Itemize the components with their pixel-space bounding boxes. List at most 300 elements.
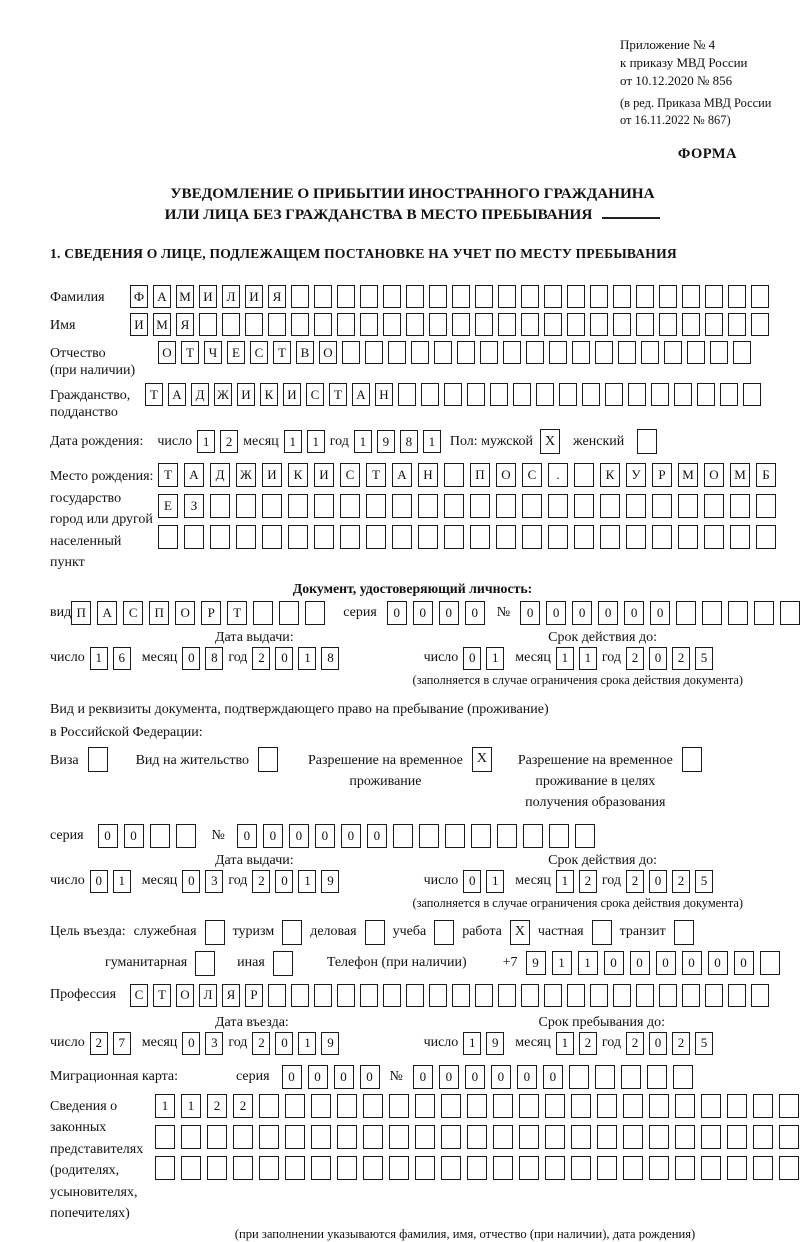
- char-cell[interactable]: Н: [375, 383, 393, 406]
- char-cell[interactable]: [751, 285, 769, 308]
- char-cell[interactable]: 1: [298, 870, 316, 893]
- char-cell[interactable]: 0: [237, 824, 257, 848]
- char-cell[interactable]: [705, 313, 723, 336]
- char-cell[interactable]: 0: [308, 1065, 328, 1089]
- char-cell[interactable]: [636, 285, 654, 308]
- char-cell[interactable]: 6: [113, 647, 131, 670]
- char-cell[interactable]: 2: [252, 870, 270, 893]
- char-cell[interactable]: Е: [227, 341, 245, 364]
- char-cell[interactable]: [659, 285, 677, 308]
- char-cell[interactable]: 1: [552, 951, 572, 975]
- char-cell[interactable]: [155, 1125, 175, 1149]
- char-cell[interactable]: 0: [682, 951, 702, 975]
- char-cell[interactable]: 2: [672, 647, 690, 670]
- char-cell[interactable]: [571, 1156, 591, 1180]
- char-cell[interactable]: [210, 494, 230, 518]
- char-cell[interactable]: З: [184, 494, 204, 518]
- char-cell[interactable]: [521, 313, 539, 336]
- char-cell[interactable]: [291, 313, 309, 336]
- char-cell[interactable]: 1: [113, 870, 131, 893]
- char-cell[interactable]: [623, 1125, 643, 1149]
- purpose-private-checkbox[interactable]: [592, 920, 612, 945]
- char-cell[interactable]: [457, 341, 475, 364]
- char-cell[interactable]: [497, 824, 517, 848]
- char-cell[interactable]: 8: [400, 430, 418, 453]
- char-cell[interactable]: 2: [220, 430, 238, 453]
- char-cell[interactable]: [503, 341, 521, 364]
- char-cell[interactable]: [475, 313, 493, 336]
- char-cell[interactable]: Б: [756, 463, 776, 487]
- purpose-humanitarian-checkbox[interactable]: [195, 951, 215, 976]
- char-cell[interactable]: 2: [579, 870, 597, 893]
- char-cell[interactable]: [626, 525, 646, 549]
- char-cell[interactable]: [340, 525, 360, 549]
- char-cell[interactable]: 1: [307, 430, 325, 453]
- char-cell[interactable]: 1: [556, 647, 574, 670]
- char-cell[interactable]: [383, 285, 401, 308]
- char-cell[interactable]: [366, 494, 386, 518]
- char-cell[interactable]: 0: [439, 1065, 459, 1089]
- char-cell[interactable]: 0: [543, 1065, 563, 1089]
- char-cell[interactable]: [704, 494, 724, 518]
- char-cell[interactable]: 8: [321, 647, 339, 670]
- char-cell[interactable]: 1: [197, 430, 215, 453]
- char-cell[interactable]: [779, 1125, 799, 1149]
- char-cell[interactable]: [490, 383, 508, 406]
- char-cell[interactable]: [753, 1125, 773, 1149]
- char-cell[interactable]: [549, 341, 567, 364]
- char-cell[interactable]: 2: [626, 647, 644, 670]
- char-cell[interactable]: 0: [263, 824, 283, 848]
- char-cell[interactable]: [389, 1156, 409, 1180]
- char-cell[interactable]: 9: [486, 1032, 504, 1055]
- char-cell[interactable]: [305, 601, 325, 625]
- char-cell[interactable]: [441, 1094, 461, 1118]
- char-cell[interactable]: 0: [275, 870, 293, 893]
- char-cell[interactable]: [743, 383, 761, 406]
- char-cell[interactable]: [674, 383, 692, 406]
- char-cell[interactable]: [728, 984, 746, 1007]
- char-cell[interactable]: 0: [360, 1065, 380, 1089]
- char-cell[interactable]: [687, 341, 705, 364]
- char-cell[interactable]: [314, 984, 332, 1007]
- char-cell[interactable]: [236, 525, 256, 549]
- char-cell[interactable]: [285, 1125, 305, 1149]
- char-cell[interactable]: [659, 984, 677, 1007]
- char-cell[interactable]: [363, 1156, 383, 1180]
- char-cell[interactable]: А: [153, 285, 171, 308]
- char-cell[interactable]: [730, 525, 750, 549]
- char-cell[interactable]: [702, 601, 722, 625]
- char-cell[interactable]: 2: [626, 870, 644, 893]
- char-cell[interactable]: [419, 824, 439, 848]
- char-cell[interactable]: 0: [413, 601, 433, 625]
- sex-female-checkbox[interactable]: [637, 429, 657, 454]
- char-cell[interactable]: [597, 1156, 617, 1180]
- char-cell[interactable]: О: [496, 463, 516, 487]
- char-cell[interactable]: [621, 1065, 641, 1089]
- char-cell[interactable]: 5: [695, 1032, 713, 1055]
- char-cell[interactable]: [753, 1156, 773, 1180]
- purpose-other-checkbox[interactable]: [273, 951, 293, 976]
- char-cell[interactable]: 0: [656, 951, 676, 975]
- char-cell[interactable]: [415, 1094, 435, 1118]
- char-cell[interactable]: [207, 1156, 227, 1180]
- char-cell[interactable]: [519, 1094, 539, 1118]
- char-cell[interactable]: [779, 1094, 799, 1118]
- char-cell[interactable]: 0: [341, 824, 361, 848]
- char-cell[interactable]: [575, 824, 595, 848]
- char-cell[interactable]: 2: [252, 647, 270, 670]
- char-cell[interactable]: И: [237, 383, 255, 406]
- char-cell[interactable]: 5: [695, 647, 713, 670]
- char-cell[interactable]: 0: [604, 951, 624, 975]
- char-cell[interactable]: 0: [275, 1032, 293, 1055]
- char-cell[interactable]: 0: [517, 1065, 537, 1089]
- purpose-study-checkbox[interactable]: [434, 920, 454, 945]
- char-cell[interactable]: [493, 1094, 513, 1118]
- char-cell[interactable]: [262, 494, 282, 518]
- char-cell[interactable]: [467, 383, 485, 406]
- option-temp-residence-checkbox[interactable]: X: [472, 747, 492, 772]
- char-cell[interactable]: [682, 313, 700, 336]
- char-cell[interactable]: [337, 1125, 357, 1149]
- char-cell[interactable]: [207, 1125, 227, 1149]
- char-cell[interactable]: 9: [526, 951, 546, 975]
- char-cell[interactable]: [393, 824, 413, 848]
- char-cell[interactable]: [363, 1125, 383, 1149]
- char-cell[interactable]: [676, 601, 696, 625]
- char-cell[interactable]: [181, 1125, 201, 1149]
- char-cell[interactable]: [285, 1156, 305, 1180]
- char-cell[interactable]: 8: [205, 647, 223, 670]
- char-cell[interactable]: 0: [124, 824, 144, 848]
- char-cell[interactable]: Я: [268, 285, 286, 308]
- char-cell[interactable]: [545, 1125, 565, 1149]
- char-cell[interactable]: [337, 285, 355, 308]
- char-cell[interactable]: [467, 1125, 487, 1149]
- char-cell[interactable]: Т: [158, 463, 178, 487]
- char-cell[interactable]: [429, 285, 447, 308]
- char-cell[interactable]: [245, 313, 263, 336]
- char-cell[interactable]: [754, 601, 774, 625]
- char-cell[interactable]: [406, 313, 424, 336]
- char-cell[interactable]: О: [158, 341, 176, 364]
- char-cell[interactable]: 0: [734, 951, 754, 975]
- char-cell[interactable]: 2: [626, 1032, 644, 1055]
- char-cell[interactable]: [569, 1065, 589, 1089]
- char-cell[interactable]: И: [199, 285, 217, 308]
- char-cell[interactable]: М: [730, 463, 750, 487]
- char-cell[interactable]: [727, 1156, 747, 1180]
- char-cell[interactable]: 0: [649, 647, 667, 670]
- char-cell[interactable]: 0: [463, 647, 481, 670]
- char-cell[interactable]: [291, 285, 309, 308]
- purpose-tourism-checkbox[interactable]: [282, 920, 302, 945]
- char-cell[interactable]: [181, 1156, 201, 1180]
- char-cell[interactable]: М: [678, 463, 698, 487]
- char-cell[interactable]: Ж: [214, 383, 232, 406]
- char-cell[interactable]: И: [245, 285, 263, 308]
- char-cell[interactable]: [678, 494, 698, 518]
- char-cell[interactable]: [311, 1094, 331, 1118]
- char-cell[interactable]: [259, 1125, 279, 1149]
- char-cell[interactable]: [429, 313, 447, 336]
- char-cell[interactable]: [155, 1156, 175, 1180]
- char-cell[interactable]: [756, 525, 776, 549]
- char-cell[interactable]: Ж: [236, 463, 256, 487]
- char-cell[interactable]: [571, 1125, 591, 1149]
- char-cell[interactable]: [150, 824, 170, 848]
- char-cell[interactable]: [720, 383, 738, 406]
- char-cell[interactable]: Д: [191, 383, 209, 406]
- char-cell[interactable]: И: [262, 463, 282, 487]
- char-cell[interactable]: [544, 313, 562, 336]
- char-cell[interactable]: 2: [207, 1094, 227, 1118]
- char-cell[interactable]: [523, 824, 543, 848]
- char-cell[interactable]: [613, 313, 631, 336]
- char-cell[interactable]: [521, 984, 539, 1007]
- char-cell[interactable]: [470, 494, 490, 518]
- char-cell[interactable]: О: [319, 341, 337, 364]
- char-cell[interactable]: [342, 341, 360, 364]
- char-cell[interactable]: 1: [423, 430, 441, 453]
- char-cell[interactable]: [392, 525, 412, 549]
- char-cell[interactable]: М: [176, 285, 194, 308]
- char-cell[interactable]: [340, 494, 360, 518]
- char-cell[interactable]: [363, 1094, 383, 1118]
- char-cell[interactable]: 1: [298, 647, 316, 670]
- char-cell[interactable]: [388, 341, 406, 364]
- char-cell[interactable]: [751, 313, 769, 336]
- char-cell[interactable]: [434, 341, 452, 364]
- char-cell[interactable]: 0: [465, 1065, 485, 1089]
- purpose-transit-checkbox[interactable]: [674, 920, 694, 945]
- char-cell[interactable]: [519, 1125, 539, 1149]
- char-cell[interactable]: 0: [649, 1032, 667, 1055]
- char-cell[interactable]: О: [175, 601, 195, 625]
- char-cell[interactable]: 2: [672, 870, 690, 893]
- char-cell[interactable]: [548, 494, 568, 518]
- char-cell[interactable]: [682, 984, 700, 1007]
- char-cell[interactable]: [452, 285, 470, 308]
- char-cell[interactable]: [493, 1125, 513, 1149]
- char-cell[interactable]: [389, 1094, 409, 1118]
- char-cell[interactable]: 2: [233, 1094, 253, 1118]
- char-cell[interactable]: 0: [649, 870, 667, 893]
- char-cell[interactable]: [678, 525, 698, 549]
- char-cell[interactable]: [652, 525, 672, 549]
- char-cell[interactable]: Н: [418, 463, 438, 487]
- char-cell[interactable]: А: [184, 463, 204, 487]
- char-cell[interactable]: [600, 525, 620, 549]
- char-cell[interactable]: [429, 984, 447, 1007]
- char-cell[interactable]: 1: [284, 430, 302, 453]
- char-cell[interactable]: 9: [377, 430, 395, 453]
- char-cell[interactable]: [467, 1094, 487, 1118]
- char-cell[interactable]: П: [149, 601, 169, 625]
- char-cell[interactable]: [184, 525, 204, 549]
- char-cell[interactable]: .: [548, 463, 568, 487]
- char-cell[interactable]: [574, 525, 594, 549]
- char-cell[interactable]: [415, 1125, 435, 1149]
- char-cell[interactable]: 0: [491, 1065, 511, 1089]
- char-cell[interactable]: [705, 285, 723, 308]
- char-cell[interactable]: [549, 824, 569, 848]
- char-cell[interactable]: А: [392, 463, 412, 487]
- char-cell[interactable]: [649, 1094, 669, 1118]
- char-cell[interactable]: [649, 1156, 669, 1180]
- char-cell[interactable]: 0: [90, 870, 108, 893]
- char-cell[interactable]: [641, 341, 659, 364]
- char-cell[interactable]: [597, 1125, 617, 1149]
- char-cell[interactable]: [659, 313, 677, 336]
- char-cell[interactable]: [222, 313, 240, 336]
- char-cell[interactable]: [337, 1094, 357, 1118]
- char-cell[interactable]: [727, 1094, 747, 1118]
- char-cell[interactable]: 1: [90, 647, 108, 670]
- char-cell[interactable]: 0: [275, 647, 293, 670]
- char-cell[interactable]: 0: [546, 601, 566, 625]
- char-cell[interactable]: Е: [158, 494, 178, 518]
- char-cell[interactable]: 7: [113, 1032, 131, 1055]
- char-cell[interactable]: 1: [354, 430, 372, 453]
- char-cell[interactable]: [600, 494, 620, 518]
- char-cell[interactable]: [268, 313, 286, 336]
- char-cell[interactable]: [673, 1065, 693, 1089]
- char-cell[interactable]: К: [288, 463, 308, 487]
- char-cell[interactable]: [452, 313, 470, 336]
- char-cell[interactable]: [574, 463, 594, 487]
- char-cell[interactable]: [571, 1094, 591, 1118]
- option-residence-permit-checkbox[interactable]: [258, 747, 278, 772]
- char-cell[interactable]: [595, 1065, 615, 1089]
- char-cell[interactable]: [337, 1156, 357, 1180]
- char-cell[interactable]: [664, 341, 682, 364]
- char-cell[interactable]: [526, 341, 544, 364]
- char-cell[interactable]: [493, 1156, 513, 1180]
- char-cell[interactable]: 0: [439, 601, 459, 625]
- char-cell[interactable]: С: [250, 341, 268, 364]
- char-cell[interactable]: 3: [205, 1032, 223, 1055]
- char-cell[interactable]: 0: [182, 870, 200, 893]
- char-cell[interactable]: [291, 984, 309, 1007]
- char-cell[interactable]: [753, 1094, 773, 1118]
- char-cell[interactable]: Р: [201, 601, 221, 625]
- char-cell[interactable]: [360, 285, 378, 308]
- char-cell[interactable]: [259, 1094, 279, 1118]
- char-cell[interactable]: [628, 383, 646, 406]
- char-cell[interactable]: [392, 494, 412, 518]
- char-cell[interactable]: 0: [630, 951, 650, 975]
- char-cell[interactable]: К: [600, 463, 620, 487]
- char-cell[interactable]: 0: [182, 647, 200, 670]
- char-cell[interactable]: [733, 341, 751, 364]
- char-cell[interactable]: [279, 601, 299, 625]
- char-cell[interactable]: [522, 525, 542, 549]
- char-cell[interactable]: [285, 1094, 305, 1118]
- char-cell[interactable]: [406, 285, 424, 308]
- char-cell[interactable]: [288, 525, 308, 549]
- char-cell[interactable]: Я: [176, 313, 194, 336]
- char-cell[interactable]: [470, 525, 490, 549]
- char-cell[interactable]: 0: [367, 824, 387, 848]
- char-cell[interactable]: [268, 984, 286, 1007]
- char-cell[interactable]: Ч: [204, 341, 222, 364]
- char-cell[interactable]: [618, 341, 636, 364]
- char-cell[interactable]: У: [626, 463, 646, 487]
- char-cell[interactable]: Т: [227, 601, 247, 625]
- char-cell[interactable]: [158, 525, 178, 549]
- char-cell[interactable]: [471, 824, 491, 848]
- char-cell[interactable]: [595, 341, 613, 364]
- char-cell[interactable]: [567, 984, 585, 1007]
- char-cell[interactable]: [389, 1125, 409, 1149]
- char-cell[interactable]: А: [97, 601, 117, 625]
- char-cell[interactable]: [475, 285, 493, 308]
- char-cell[interactable]: [441, 1125, 461, 1149]
- char-cell[interactable]: [360, 984, 378, 1007]
- char-cell[interactable]: [613, 984, 631, 1007]
- char-cell[interactable]: [337, 984, 355, 1007]
- char-cell[interactable]: [398, 383, 416, 406]
- char-cell[interactable]: П: [71, 601, 91, 625]
- char-cell[interactable]: [590, 313, 608, 336]
- char-cell[interactable]: С: [130, 984, 148, 1007]
- char-cell[interactable]: 2: [90, 1032, 108, 1055]
- char-cell[interactable]: [311, 1156, 331, 1180]
- char-cell[interactable]: [519, 1156, 539, 1180]
- char-cell[interactable]: [421, 383, 439, 406]
- char-cell[interactable]: А: [352, 383, 370, 406]
- char-cell[interactable]: 0: [182, 1032, 200, 1055]
- char-cell[interactable]: 9: [321, 870, 339, 893]
- char-cell[interactable]: [383, 313, 401, 336]
- char-cell[interactable]: [522, 494, 542, 518]
- char-cell[interactable]: [701, 1094, 721, 1118]
- char-cell[interactable]: [210, 525, 230, 549]
- char-cell[interactable]: 1: [579, 647, 597, 670]
- char-cell[interactable]: [441, 1156, 461, 1180]
- char-cell[interactable]: Д: [210, 463, 230, 487]
- char-cell[interactable]: [572, 341, 590, 364]
- char-cell[interactable]: [675, 1125, 695, 1149]
- char-cell[interactable]: Т: [329, 383, 347, 406]
- char-cell[interactable]: О: [176, 984, 194, 1007]
- char-cell[interactable]: [544, 285, 562, 308]
- char-cell[interactable]: [780, 601, 800, 625]
- char-cell[interactable]: 2: [672, 1032, 690, 1055]
- char-cell[interactable]: С: [522, 463, 542, 487]
- char-cell[interactable]: 1: [578, 951, 598, 975]
- sex-male-checkbox[interactable]: X: [540, 429, 560, 454]
- char-cell[interactable]: 2: [579, 1032, 597, 1055]
- char-cell[interactable]: [730, 494, 750, 518]
- char-cell[interactable]: 0: [520, 601, 540, 625]
- char-cell[interactable]: 0: [465, 601, 485, 625]
- char-cell[interactable]: 0: [598, 601, 618, 625]
- option-visa-checkbox[interactable]: [88, 747, 108, 772]
- char-cell[interactable]: 0: [413, 1065, 433, 1089]
- char-cell[interactable]: 0: [624, 601, 644, 625]
- char-cell[interactable]: [236, 494, 256, 518]
- char-cell[interactable]: 0: [463, 870, 481, 893]
- char-cell[interactable]: 0: [98, 824, 118, 848]
- char-cell[interactable]: [623, 1156, 643, 1180]
- char-cell[interactable]: 9: [321, 1032, 339, 1055]
- char-cell[interactable]: Т: [181, 341, 199, 364]
- char-cell[interactable]: И: [283, 383, 301, 406]
